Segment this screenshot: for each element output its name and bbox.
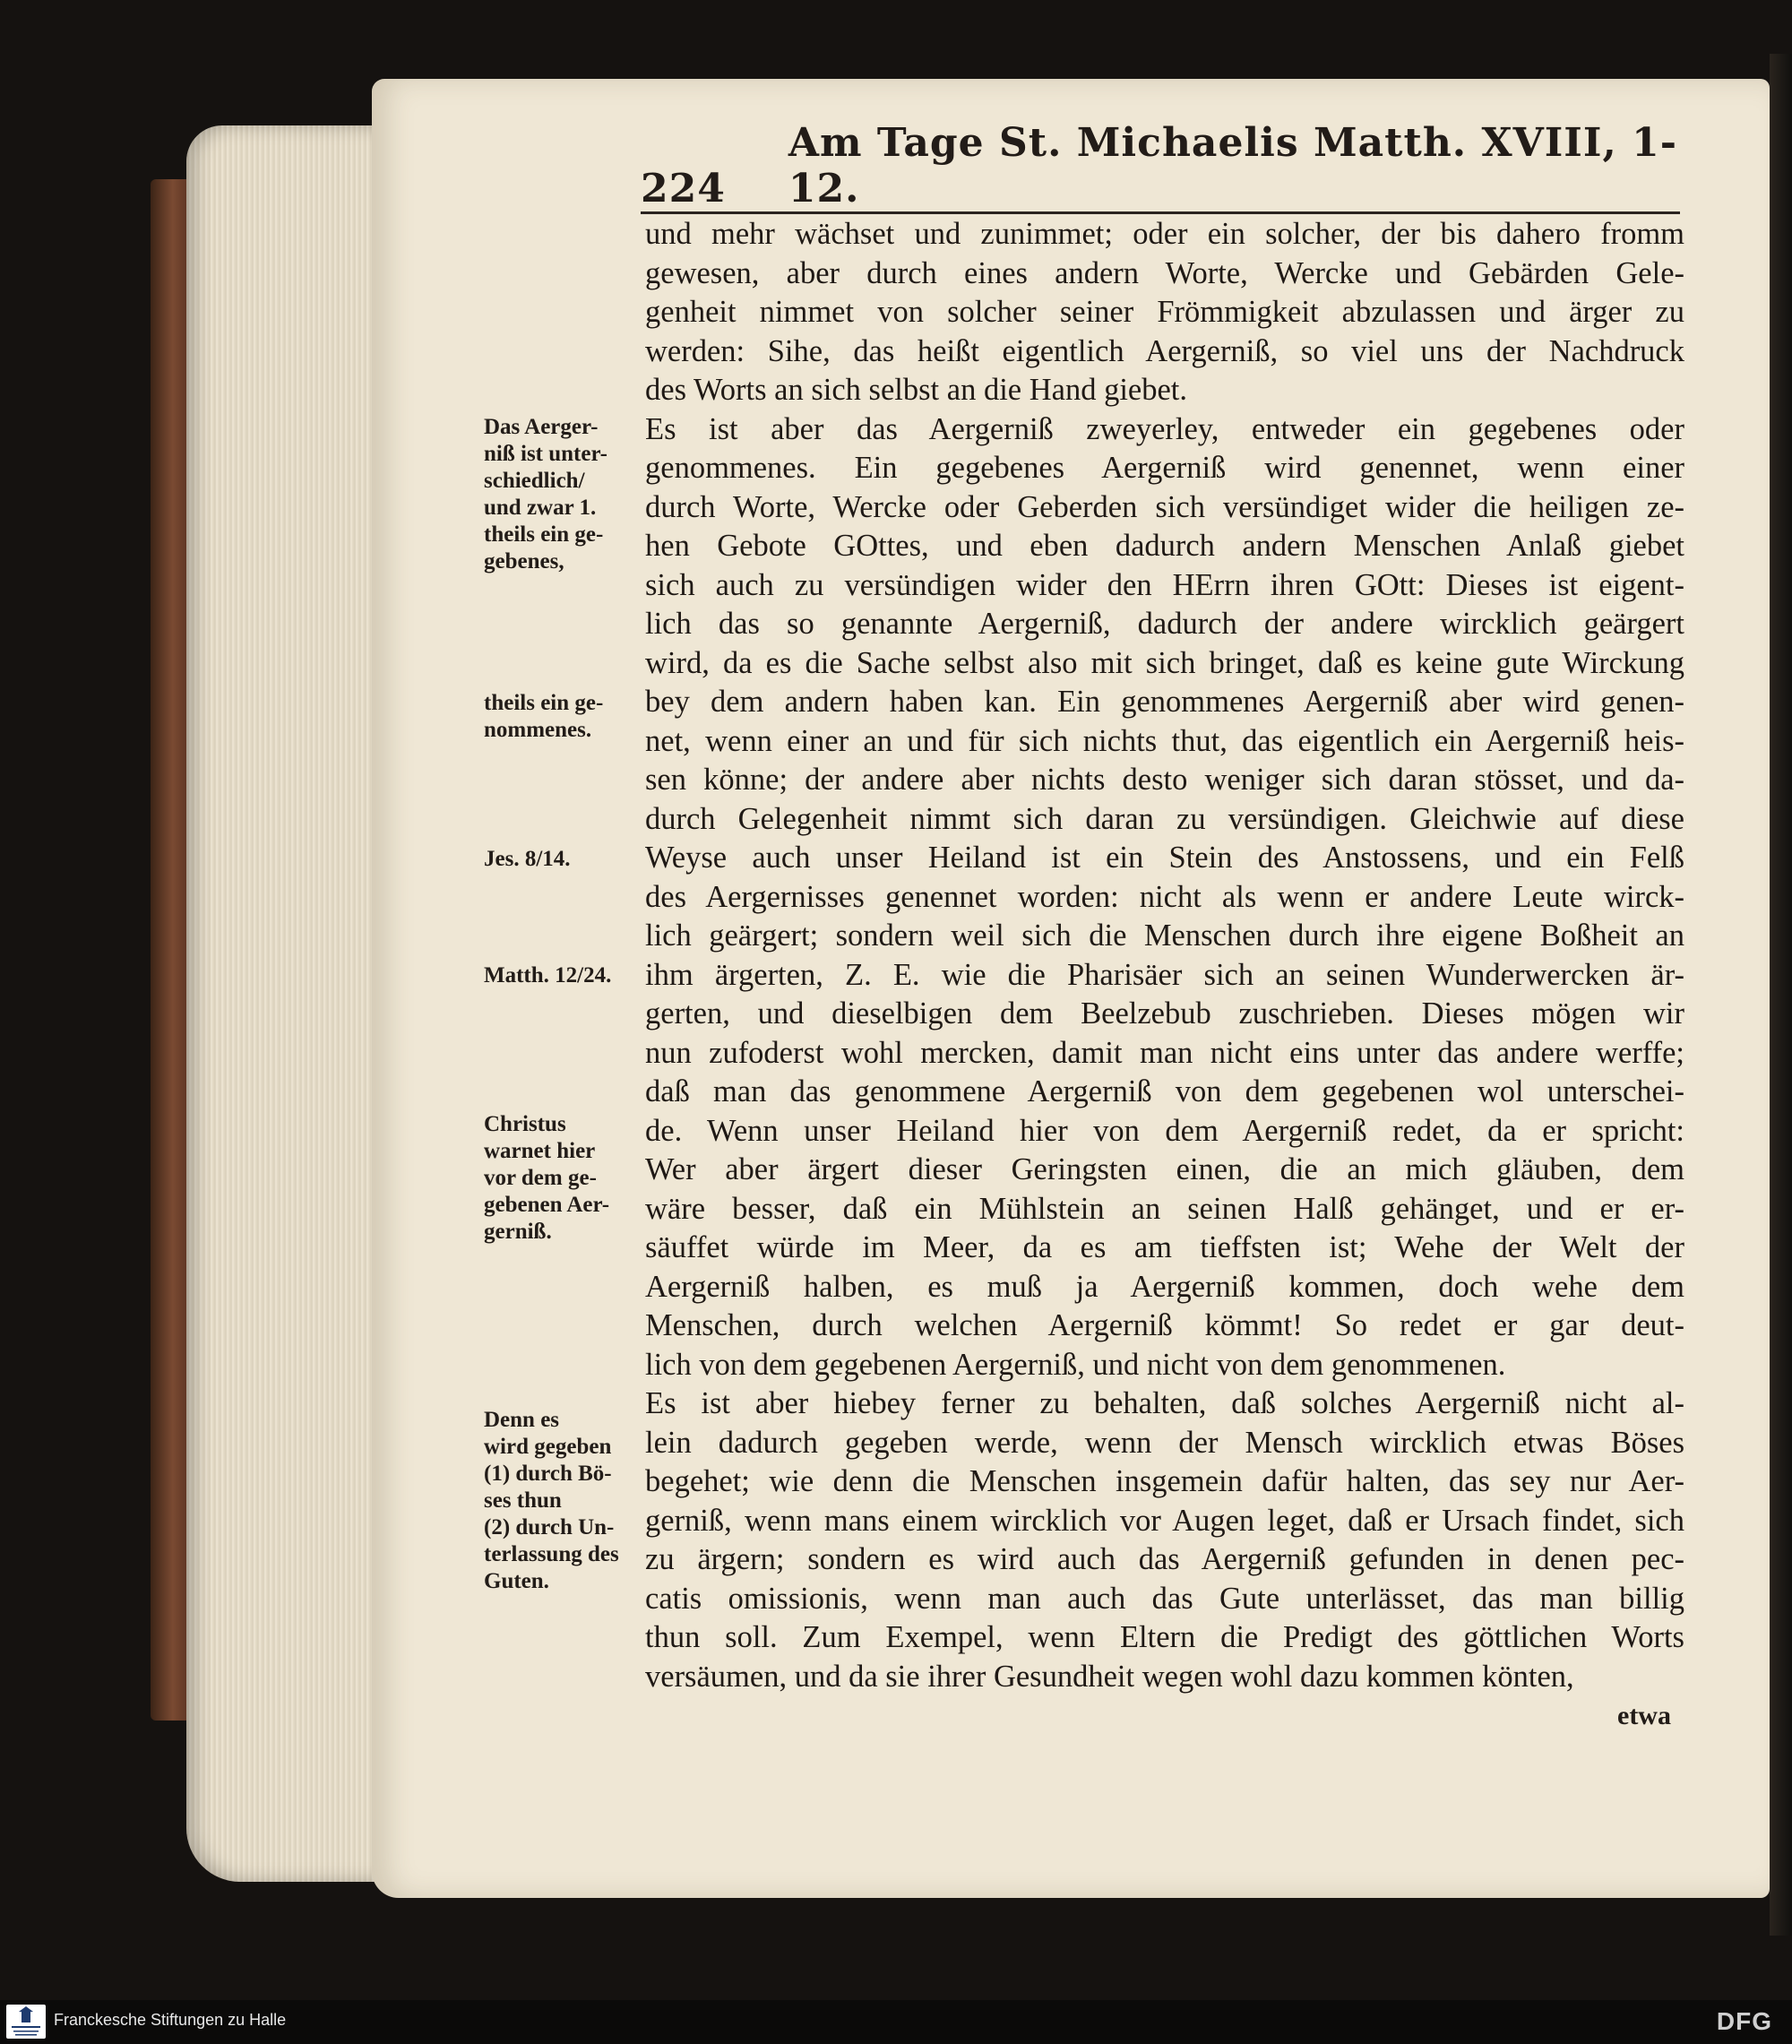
text-line: lich geärgert; sondern weil sich die Menschen durch ihre eigene Boßheit an: [645, 919, 1684, 953]
margin-note-line: terlassung des: [484, 1542, 619, 1566]
margin-note-line: (1) durch Bö-: [484, 1462, 612, 1486]
margin-note-line: Denn es: [484, 1408, 560, 1432]
text-line: Weyse auch unser Heiland ist ein Stein des Anstossens, und ein Felß: [645, 841, 1684, 875]
page-number: 224: [641, 166, 726, 211]
text-line: Menschen, durch welchen Aergerniß kömmt! So redet er gar deut-: [645, 1308, 1684, 1342]
page-edges: [186, 125, 392, 1882]
text-line: durch Worte, Wercke oder Geberden sich versündiget wider die heiligen ze-: [645, 489, 1684, 524]
text-line: thun soll. Zum Exempel, wenn Eltern die Predigt des göttlichen Worts: [645, 1620, 1684, 1654]
margin-note-line: theils ein ge-: [484, 691, 604, 715]
margin-note-line: (2) durch Un-: [484, 1515, 615, 1539]
margin-note-line: gebenes,: [484, 549, 564, 574]
institution-logo-icon: [6, 2005, 46, 2039]
text-line: gerniß, wenn mans einem wircklich vor Augen leget, daß er Ursach findet, sich: [645, 1503, 1684, 1538]
text-line: durch Gelegenheit nimmt sich daran zu versündigen. Gleichwie auf diese: [645, 801, 1684, 836]
text-line: säuffet würde im Meer, da es am tieffsten ist; Wehe der Welt der: [645, 1230, 1684, 1264]
text-line: daß man das genommene Aergerniß von dem gegebenen wol unterschei-: [645, 1074, 1684, 1108]
catchword: etwa: [1617, 1701, 1671, 1730]
margin-note-line: und zwar 1.: [484, 496, 597, 520]
text-line: zu ärgern; sondern es wird auch das Aergerniß gefunden in denen pec-: [645, 1542, 1684, 1576]
text-line: gewesen, aber durch eines andern Worte, Wercke und Gebärden Gele-: [645, 255, 1684, 290]
margin-reference-1: Jes. 8/14.: [484, 847, 571, 871]
text-line: begehet; wie denn die Menschen insgemein dafür halten, das sey nur Aer-: [645, 1464, 1684, 1498]
text-line: wäre besser, daß ein Mühlstein an seinen Halß gehänget, und er er-: [645, 1191, 1684, 1226]
margin-reference-2: Matth. 12/24.: [484, 963, 612, 988]
margin-note-line: theils ein ge-: [484, 522, 604, 547]
margin-note-3: [484, 1111, 654, 1246]
book-spine: [151, 179, 191, 1721]
margin-note-line: Das Aerger-: [484, 415, 599, 439]
margin-note-line: Guten.: [484, 1569, 549, 1593]
text-line: des Aergernisses genennet worden: nicht als wenn er andere Leute wirck-: [645, 879, 1684, 914]
text-line: des Worts an sich selbst an die Hand giebet.: [645, 373, 1187, 407]
institution-name: Franckesche Stiftungen zu Halle: [54, 2011, 287, 2029]
margin-note-line: schiedlich/: [484, 469, 585, 493]
text-line: versäumen, und da sie ihrer Gesundheit wegen wohl dazu kommen könten,: [645, 1659, 1574, 1694]
text-line: und mehr wächset und zunimmet; oder ein solcher, der bis dahero fromm: [645, 217, 1684, 251]
body-text: [645, 215, 1684, 1696]
text-line: werden: Sihe, das heißt eigentlich Aergerniß, so viel uns der Nachdruck: [645, 333, 1684, 368]
text-line: catis omissionis, wenn man auch das Gute unterlässet, das man billig: [645, 1581, 1684, 1616]
margin-note-2: [484, 690, 654, 744]
text-line: Es ist aber hiebey ferner zu behalten, daß solches Aergerniß nicht al-: [645, 1386, 1684, 1420]
facing-page-edge: [1770, 54, 1792, 1936]
page-header: [641, 120, 1680, 214]
text-line: Aergerniß halben, es muß ja Aergerniß kommen, doch wehe dem: [645, 1269, 1684, 1304]
dfg-logo: DFG: [1716, 2007, 1772, 2035]
text-line: nun zufoderst wohl mercken, damit man nicht eins unter das andere werffe;: [645, 1035, 1684, 1070]
text-line: genommenes. Ein gegebenes Aergerniß wird genennet, wenn einer: [645, 451, 1684, 485]
text-line: lich von dem gegebenen Aergerniß, und nicht von dem genommenen.: [645, 1347, 1506, 1382]
margin-note-line: vor dem ge-: [484, 1166, 597, 1190]
margin-note-line: nommenes.: [484, 718, 592, 742]
text-line: sen könne; der andere aber nichts desto weniger sich daran stösset, und da-: [645, 763, 1684, 797]
text-line: lein dadurch gegeben werde, wenn der Mensch wircklich etwas Böses: [645, 1425, 1684, 1460]
text-line: net, wenn einer an und für sich nichts thut, das eigentlich ein Aergerniß heis-: [645, 723, 1684, 758]
margin-note-line: gebenen Aer-: [484, 1193, 610, 1217]
text-line: Es ist aber das Aergerniß zweyerley, entweder ein gegebenes oder: [645, 411, 1684, 446]
viewer-footer: [0, 2000, 1792, 2044]
text-line: lich das so genannte Aergerniß, dadurch der andere wircklich geärgert: [645, 607, 1684, 641]
margin-note-line: wird gegeben: [484, 1435, 612, 1459]
margin-note-line: Christus: [484, 1112, 566, 1136]
text-line: Wer aber ärgert dieser Geringsten einen, die an mich gläuben, dem: [645, 1152, 1684, 1186]
margin-note-line: gerniß.: [484, 1220, 552, 1244]
text-line: wird, da es die Sache selbst also mit sich bringet, daß es keine gute Wirckung: [645, 645, 1684, 680]
text-line: bey dem andern haben kan. Ein genommenes Aergerniß aber wird genen-: [645, 685, 1684, 719]
text-line: hen Gebote GOttes, und eben dadurch andern Menschen Anlaß giebet: [645, 529, 1684, 563]
text-line: gerten, und dieselbigen dem Beelzebub zuschrieben. Dieses mögen wir: [645, 996, 1684, 1031]
margin-note-line: ses thun: [484, 1488, 562, 1513]
text-line: genheit nimmet von solcher seiner Frömmigkeit abzulassen und ärger zu: [645, 295, 1684, 329]
margin-note-4: [484, 1407, 654, 1595]
text-line: ihm ärgerten, Z. E. wie die Pharisäer sich an seinen Wunderwercken är-: [645, 957, 1684, 992]
text-line: sich auch zu versündigen wider den HErrn ihren GOtt: Dieses ist eigent-: [645, 567, 1684, 602]
running-title: Am Tage St. Michaelis Matth. XVIII, 1-12.: [788, 120, 1677, 211]
margin-note-line: warnet hier: [484, 1139, 596, 1163]
margin-note-line: niß ist unter-: [484, 442, 607, 466]
margin-note-1: [484, 414, 654, 575]
text-line: de. Wenn unser Heiland hier von dem Aergerniß redet, da er spricht:: [645, 1113, 1684, 1148]
